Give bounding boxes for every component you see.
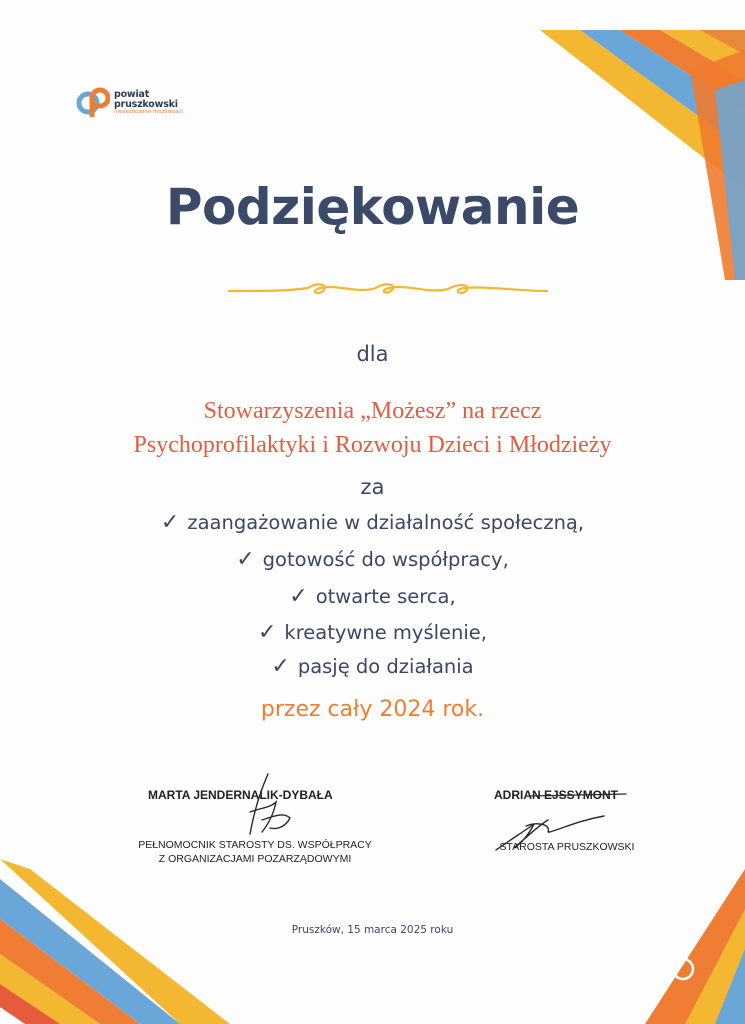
powiat-logo — [76, 86, 183, 120]
logo-tagline: nieskończone możliwości — [114, 109, 183, 116]
decorative-stripes-bottom-left — [0, 859, 230, 1024]
signatory-role-line2: Z ORGANIZACJAMI POZARZĄDOWYMI — [158, 853, 352, 865]
decorative-stripes-top-right — [540, 30, 745, 280]
reason-text: zaangażowanie w działalność społeczną, — [187, 511, 585, 534]
reason-item — [0, 620, 745, 645]
reason-text: gotowość do współpracy, — [262, 548, 509, 571]
reason-text: pasję do działania — [297, 655, 474, 678]
recipient-prefix: dla — [356, 342, 389, 366]
signatory-name: MARTA JENDERNALIK-DYBAŁA — [148, 788, 333, 802]
recipient-line1: Stowarzyszenia „Możesz” na rzecz — [203, 398, 542, 424]
handwritten-signature — [240, 772, 300, 842]
recipient-organization — [0, 394, 745, 462]
logo-text-line2: pruszkowski — [114, 98, 178, 110]
reason-item — [0, 510, 745, 535]
reason-item — [0, 547, 745, 572]
checkmark-icon: ✓ — [271, 654, 290, 679]
checkmark-icon: ✓ — [289, 584, 308, 609]
signatory-role-line1: PEŁNOMOCNIK STAROSTY DS. WSPÓŁPRACY — [138, 839, 372, 851]
reason-text: otwarte serca, — [315, 585, 456, 608]
reason-item — [0, 584, 745, 609]
logo-text-line1: powiat — [114, 89, 150, 101]
signatory-name: ADRIAN EJSSYMONT — [494, 788, 619, 802]
reason-text: kreatywne myślenie, — [284, 621, 488, 644]
signatory-role — [492, 840, 642, 854]
reason-item — [0, 654, 745, 679]
powiat-logo-mark-icon — [76, 86, 110, 120]
decorative-stripes-bottom-right — [605, 859, 745, 1024]
checkmark-icon: ✓ — [257, 620, 277, 645]
decorative-flourish — [228, 276, 548, 304]
checkmark-icon: ✓ — [236, 547, 255, 572]
recipient-line2: Psychoprofilaktyki i Rozwoju Dzieci i Młodzieży — [133, 432, 612, 458]
place-and-date: Pruszków, 15 marca 2025 roku — [291, 924, 454, 936]
checkmark-icon: ✓ — [160, 510, 180, 535]
signatory-role-line1: STAROSTA PRUSZKOWSKI — [499, 841, 635, 853]
certificate-title: Podziękowanie — [165, 178, 580, 236]
closing-line: przez cały 2024 rok. — [260, 697, 485, 722]
reasons-prefix: za — [360, 475, 385, 499]
